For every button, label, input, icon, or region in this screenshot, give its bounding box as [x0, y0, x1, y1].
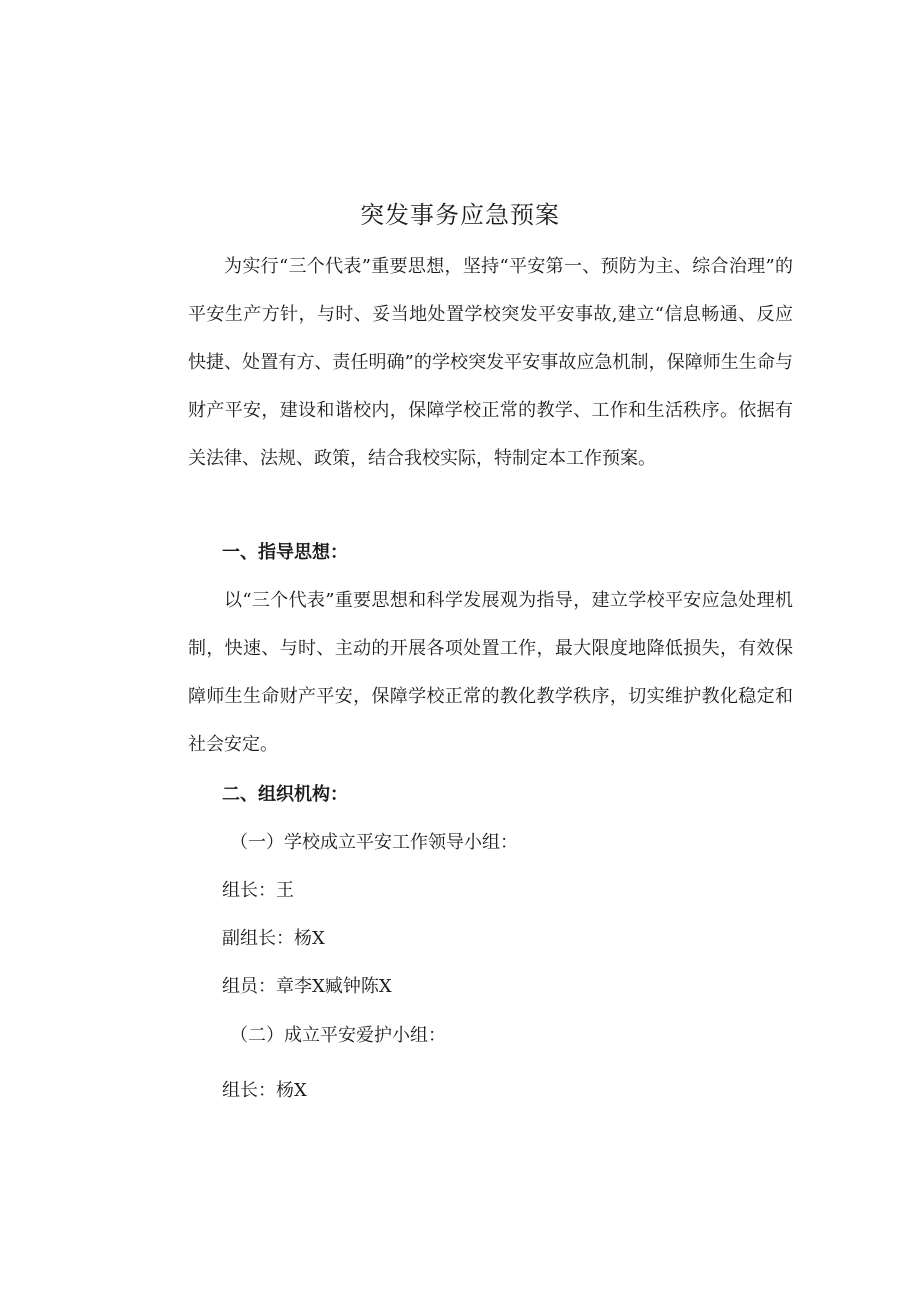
guiding-ideology-paragraph: 以“三个代表”重要思想和科学发展观为指导，建立学校平安应急处理机制，快速、与时、主动的开展各项处置工作，最大限度地降低损失，有效保障师生生命财产平安，保障学校正常的教化教学秩序，切实维护教化稳定和社会安定。 — [188, 590, 793, 755]
leadership-group-leader: 组长：王 — [222, 880, 294, 901]
document-title: 突发事务应急预案 — [360, 201, 560, 229]
subsection-title-protection-group: （二）成立平安爱护小组： — [230, 1025, 446, 1046]
subsection-title-leadership-group: （一）学校成立平安工作领导小组： — [230, 832, 518, 853]
intro-paragraph: 为实行“三个代表”重要思想，坚持“平安第一、预防为主、综合治理”的平安生产方针，与时、妥当地处置学校突发平安事故,建立“信息畅通、反应快捷、处置有方、责任明确”的学校突发平安事故应急机制，保障师生生命与财产平安，建设和谐校内，保障学校正常的教学、工作和生活秩序。依据有关法律、法规、政策，结合我校实际，特制定本工作预案。 — [188, 256, 793, 469]
protection-group-leader: 组长：杨X — [222, 1080, 307, 1101]
guiding-ideology-block — [188, 577, 793, 769]
leadership-group-deputy-leader: 副组长：杨X — [222, 928, 325, 949]
section-heading-organization: 二、组织机构： — [222, 784, 348, 805]
intro-block — [188, 243, 793, 483]
section-heading-guiding-ideology: 一、指导思想： — [222, 542, 348, 563]
leadership-group-members: 组员：章李X臧钟陈X — [222, 976, 392, 997]
